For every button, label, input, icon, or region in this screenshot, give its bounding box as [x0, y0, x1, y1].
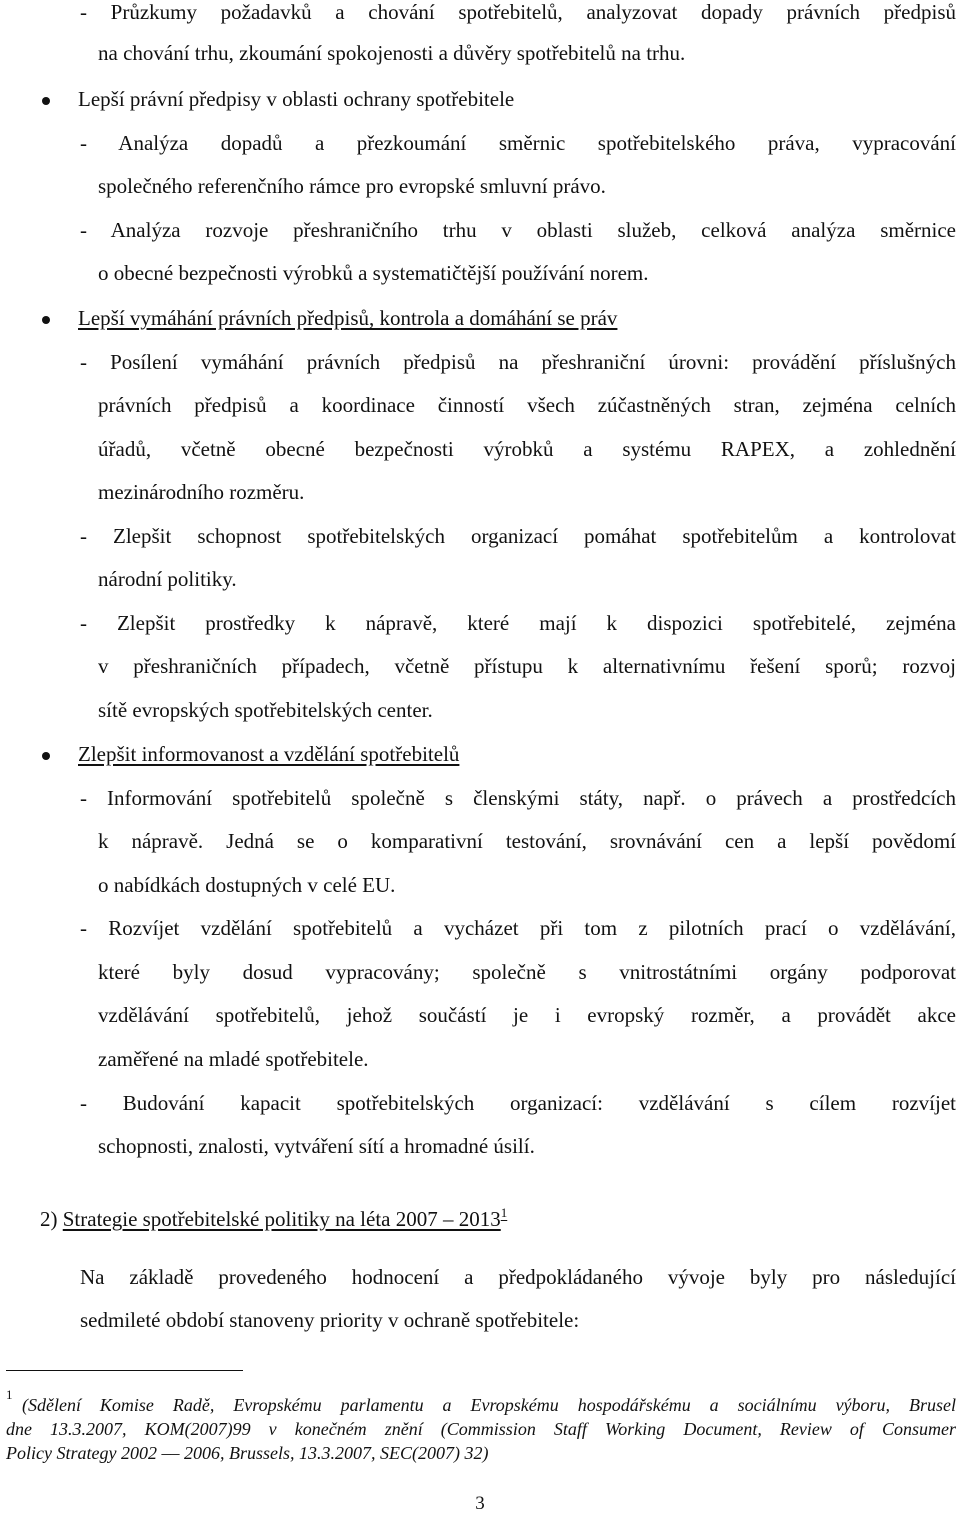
- body-line: o obecné bezpečnosti výrobků a systematičtější používání norem.: [98, 261, 649, 285]
- body-line: - Zlepšit schopnost spotřebitelských organizací pomáhat spotřebitelům a kontrolovat: [80, 524, 956, 548]
- body-line: na chování trhu, zkoumání spokojenosti a důvěry spotřebitelů na trhu.: [98, 41, 686, 65]
- body-line: mezinárodního rozměru.: [98, 480, 305, 504]
- section-heading: [40, 1207, 507, 1232]
- bullet-heading: Zlepšit informovanost a vzdělání spotřebitelů: [78, 742, 460, 766]
- body-line: - Posílení vymáhání právních předpisů na přeshraniční úrovni: provádění příslušných: [80, 350, 956, 374]
- bullet-icon: [42, 316, 50, 324]
- body-line: vzdělávání spotřebitelů, jehož součástí je i evropský rozměr, a provádět akce: [98, 1003, 956, 1027]
- body-line: národní politiky.: [98, 567, 237, 591]
- body-line: o nabídkách dostupných v celé EU.: [98, 873, 396, 897]
- body-line: zaměřené na mladé spotřebitele.: [98, 1047, 369, 1071]
- page-number: 3: [475, 1493, 485, 1514]
- body-line: sítě evropských spotřebitelských center.: [98, 698, 433, 722]
- footnote-reference: 1: [500, 1205, 508, 1220]
- body-line: v přeshraničních případech, včetně přístupu k alternativnímu řešení sporů; rozvoj: [98, 654, 956, 678]
- body-line: - Analýza dopadů a přezkoumání směrnic spotřebitelského práva, vypracování: [80, 131, 956, 155]
- body-line: sedmileté období stanoveny priority v ochraně spotřebitele:: [80, 1308, 580, 1332]
- body-line: schopnosti, znalosti, vytváření sítí a hromadné úsilí.: [98, 1134, 535, 1158]
- bullet-icon: [42, 752, 50, 760]
- body-line: - Analýza rozvoje přeshraničního trhu v oblasti služeb, celková analýza směrnice: [80, 218, 956, 242]
- body-line: - Zlepšit prostředky k nápravě, které mají k dispozici spotřebitelé, zejména: [80, 611, 956, 635]
- body-line: společného referenčního rámce pro evropské smluvní právo.: [98, 174, 606, 198]
- footnote-number: 1: [6, 1387, 13, 1402]
- body-line: - Průzkumy požadavků a chování spotřebitelů, analyzovat dopady právních předpisů: [80, 0, 956, 24]
- body-line: které byly dosud vypracovány; společně s vnitrostátními orgány podporovat: [98, 960, 956, 984]
- bullet-heading: Lepší právní předpisy v oblasti ochrany spotřebitele: [78, 87, 515, 111]
- body-line: k nápravě. Jedná se o komparativní testování, srovnávání cen a lepší povědomí: [98, 829, 956, 853]
- body-line: právních předpisů a koordinace činností všech zúčastněných stran, zejména celních: [98, 393, 956, 417]
- section-title: Strategie spotřebitelské politiky na léta 2007 – 2013: [62, 1207, 501, 1231]
- section-number: 2): [40, 1207, 58, 1231]
- footnote-line: Policy Strategy 2002 –– 2006, Brussels, 13.3.2007, SEC(2007) 32): [6, 1443, 489, 1463]
- footnote-divider: [6, 1370, 243, 1371]
- footnote-line: dne 13.3.2007, KOM(2007)99 v konečném znění (Commission Staff Working Document, Review of Consumer: [6, 1419, 956, 1439]
- footnote-line: (Sdělení Komise Radě, Evropskému parlamentu a Evropskému hospodářskému a sociálnímu výboru, Brusel: [22, 1395, 956, 1415]
- bullet-icon: [42, 97, 50, 105]
- body-line: - Informování spotřebitelů společně s členskými státy, např. o právech a prostředcích: [80, 786, 956, 810]
- body-line: - Budování kapacit spotřebitelských organizací: vzdělávání s cílem rozvíjet: [80, 1091, 956, 1115]
- body-line: úřadů, včetně obecné bezpečnosti výrobků a systému RAPEX, a zohlednění: [98, 437, 956, 461]
- body-line: - Rozvíjet vzdělání spotřebitelů a vycházet při tom z pilotních prací o vzdělávání,: [80, 916, 956, 940]
- body-line: Na základě provedeného hodnocení a předpokládaného vývoje byly pro následující: [80, 1265, 956, 1289]
- bullet-heading: Lepší vymáhání právních předpisů, kontrola a domáhání se práv: [78, 306, 618, 330]
